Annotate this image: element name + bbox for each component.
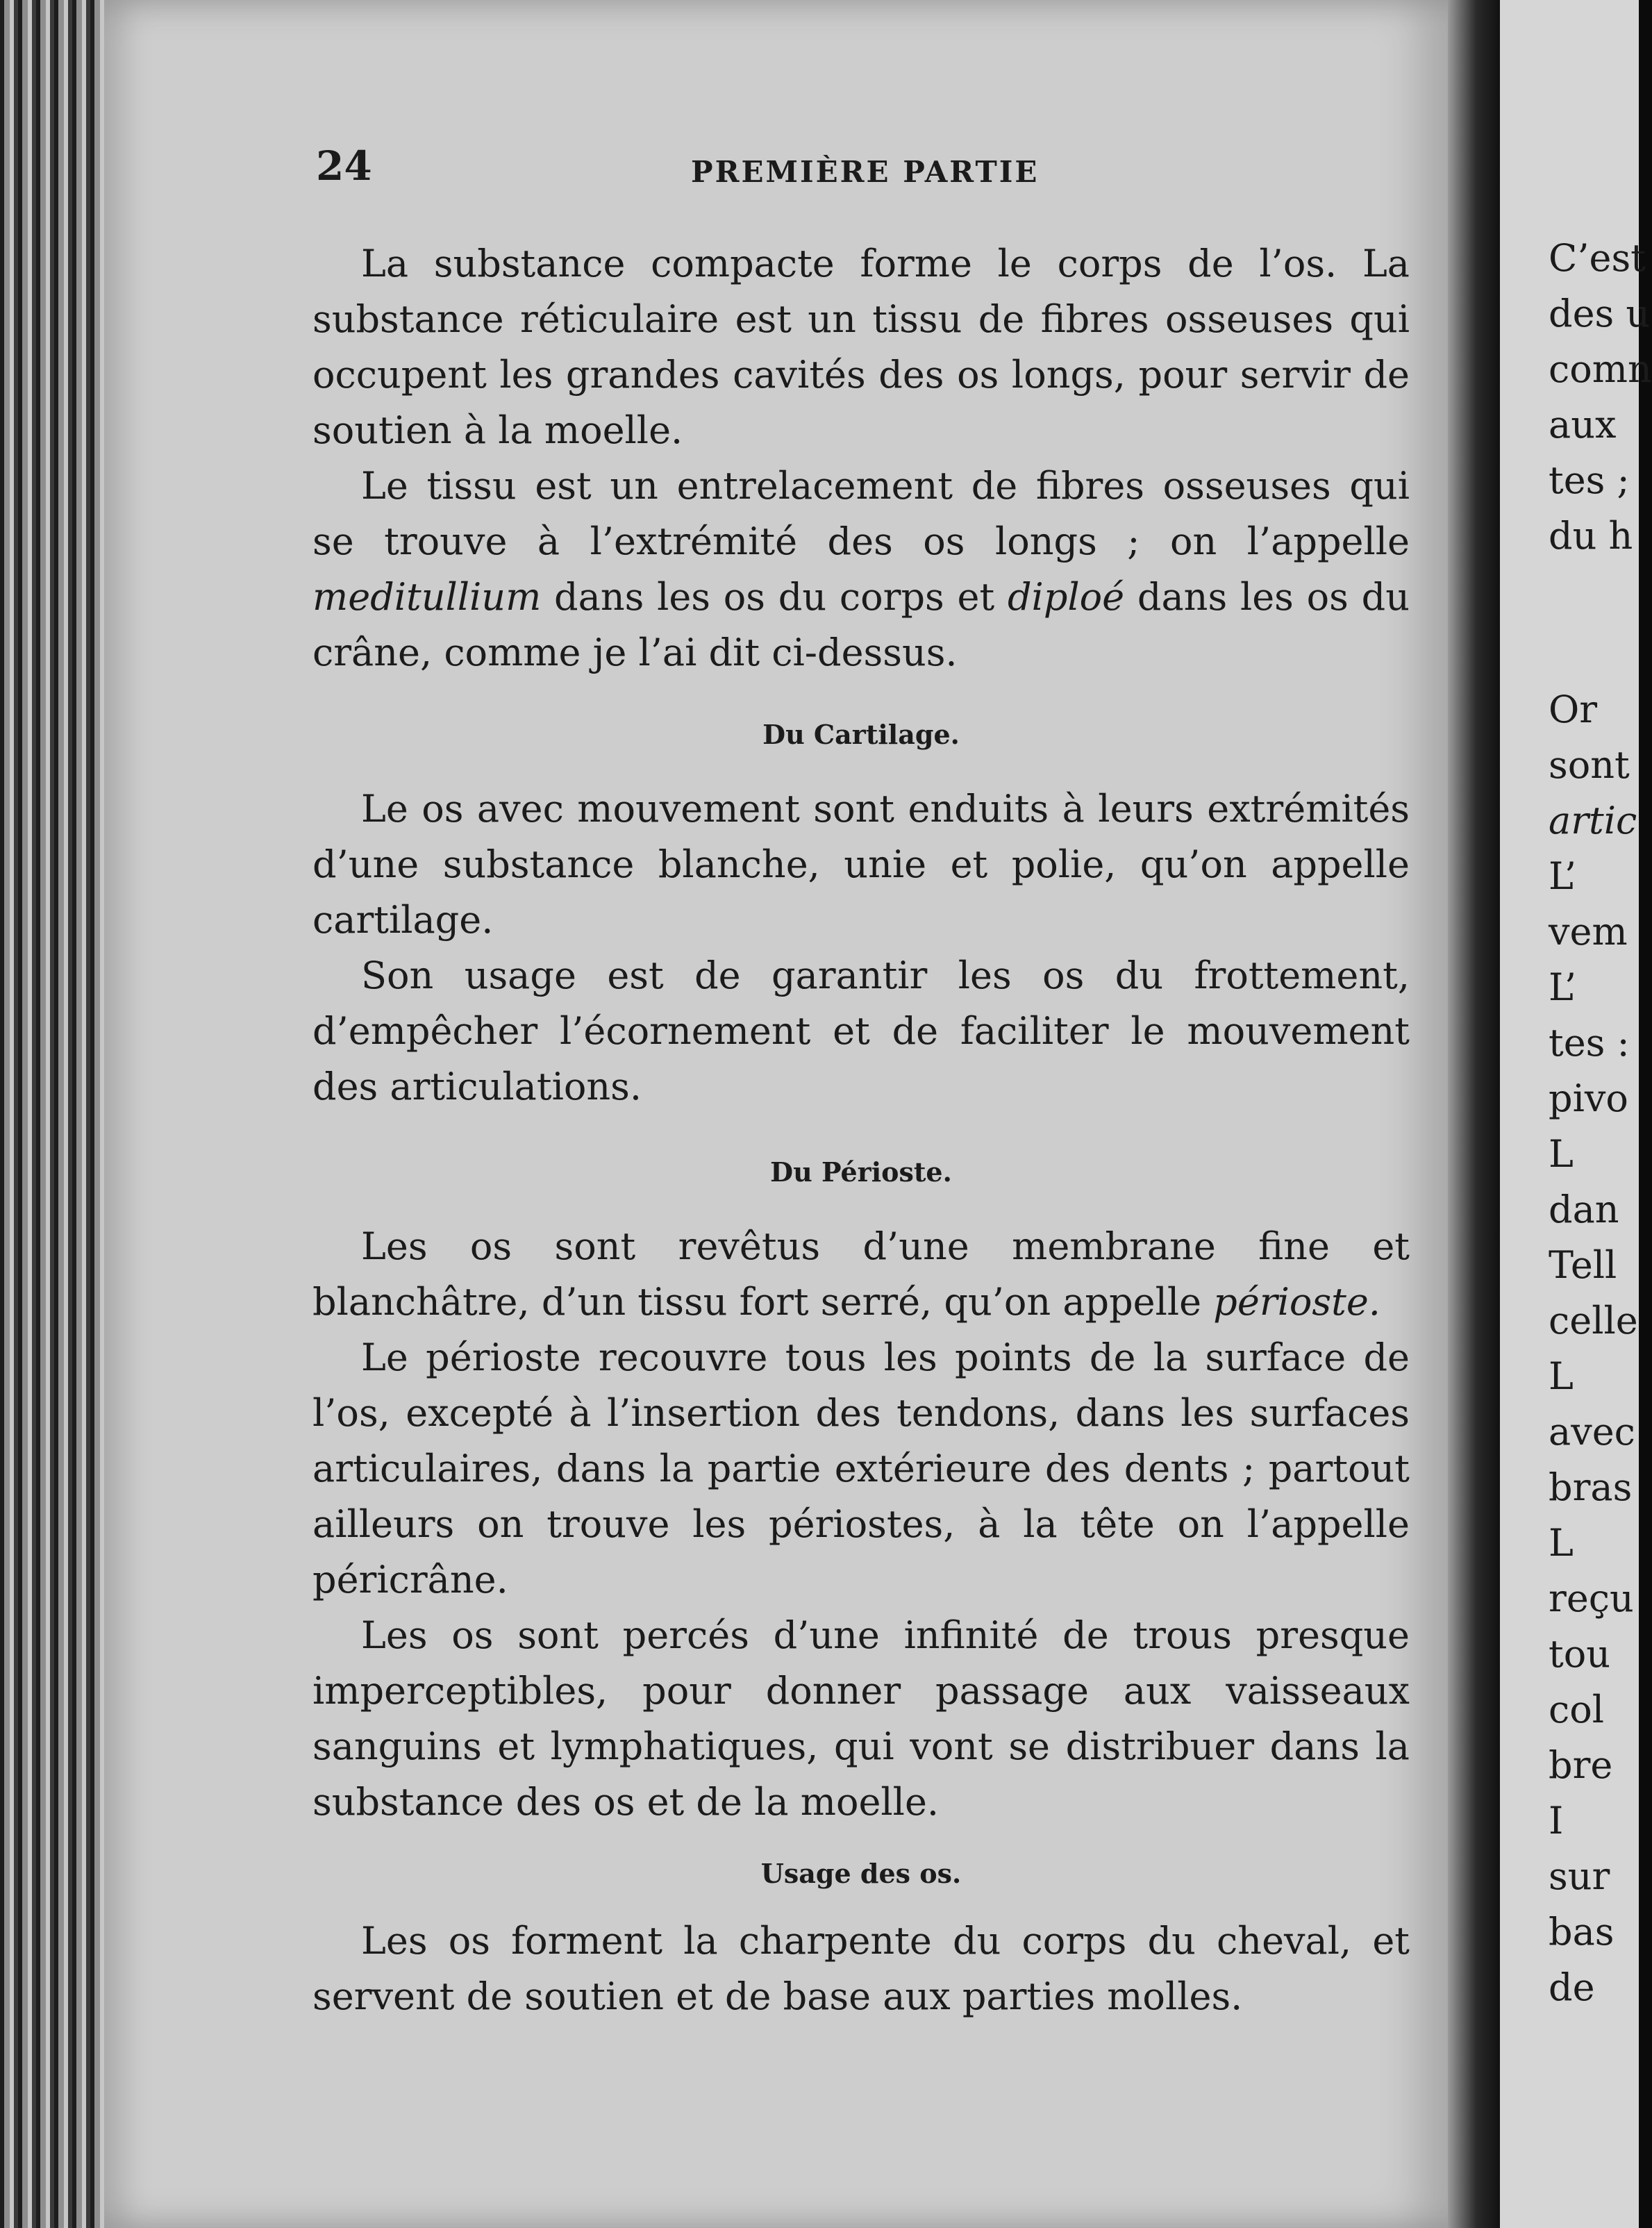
- paragraph-perioste-def: [312, 1219, 1410, 1330]
- right-page-fragment: C’est: [1549, 236, 1646, 280]
- right-page-fragment: dan: [1549, 1188, 1619, 1231]
- right-page-fragment: tes :: [1549, 1021, 1630, 1065]
- paragraph-text: Le périoste recouvre tous les points de la surface de l’os, excepté à l’insertion des tendons, dans les surfaces articulaires, dans la partie extérieure des dents ; partout ailleurs on trouve les périostes, à la tête on l’appelle péricrâne.: [312, 1336, 1410, 1602]
- paragraph-usage-os: [312, 1913, 1410, 2025]
- paragraph-cartilage: [312, 781, 1410, 948]
- paragraph-text-part: Le tissu est un entrelacement de fibres osseuses qui se trouve à l’extrémité des os longs ; on l’appelle: [312, 464, 1410, 563]
- right-page-fragment: vem: [1549, 910, 1628, 954]
- right-page-fragment: artic: [1549, 799, 1637, 842]
- right-page-fragment: L’: [1549, 965, 1577, 1009]
- running-head: [316, 142, 1413, 198]
- paragraph-text: La substance compacte forme le corps de l’os. La substance réticulaire est un tissu de fibres osseuses qui occupent les grandes cavités des os longs, pour servir de soutien à la moelle.: [312, 242, 1410, 452]
- right-page-fragment: L: [1549, 1521, 1574, 1565]
- paragraph-tissu: [312, 458, 1410, 681]
- right-page-fragment: bas: [1549, 1910, 1615, 1954]
- paragraph-text: Les os sont percés d’une infinité de trous presque imperceptibles, pour donner passage aux vaisseaux sanguins et lymphatiques, qui vont se distribuer dans la substance des os et de la moelle.: [312, 1613, 1410, 1824]
- right-page-fragment: tes ;: [1549, 458, 1630, 502]
- right-page-fragment: avec: [1549, 1410, 1635, 1454]
- paragraph-text-part: dans les os du crâne, comme je l’ai dit ci-dessus.: [312, 575, 1410, 674]
- right-page-fragment: sont: [1549, 743, 1630, 787]
- running-title: PREMIÈRE PARTIE: [691, 155, 1040, 189]
- right-page-fragment: pivo: [1549, 1076, 1628, 1120]
- paragraph-trous: [312, 1608, 1410, 1830]
- paragraph-text: Son usage est de garantir les os du frottement, d’empêcher l’écornement et de faciliter le mouvement des articulations.: [312, 954, 1410, 1108]
- right-page-fragment: Tell: [1549, 1243, 1617, 1287]
- right-page-fragment: bras: [1549, 1465, 1633, 1509]
- heading-cartilage-block: [312, 719, 1410, 750]
- paragraph-usage-cartilage: [312, 948, 1410, 1115]
- right-page-fragment: sur: [1549, 1854, 1610, 1898]
- term-perioste: périoste.: [1213, 1280, 1380, 1324]
- paragraph-substance-compacte: [312, 236, 1410, 458]
- paragraph-text: Les os forment la charpente du corps du cheval, et servent de soutien et de base aux parties molles.: [312, 1919, 1410, 2018]
- right-page-fragment: Or: [1549, 688, 1598, 731]
- right-page-fragment: col: [1549, 1688, 1605, 1731]
- right-page-fragment: bre: [1549, 1743, 1613, 1787]
- right-page-fragment: comn: [1549, 347, 1652, 391]
- term-meditullium: meditullium: [312, 575, 542, 619]
- right-page-fragment: reçu: [1549, 1577, 1634, 1620]
- right-page: [1500, 0, 1652, 2228]
- right-page-fragment: de: [1549, 1965, 1595, 2009]
- page-number: 24: [316, 142, 372, 190]
- right-page-fragment: L’: [1549, 854, 1577, 898]
- paragraph-text: Le os avec mouvement sont enduits à leurs extrémités d’une substance blanche, unie et polie, qu’on appelle cartilage.: [312, 787, 1410, 942]
- right-page-fragment: tou: [1549, 1632, 1610, 1676]
- heading-perioste-block: [312, 1156, 1410, 1188]
- paragraph-text-part: Les os sont revêtus d’une membrane fine et blanchâtre, d’un tissu fort serré, qu’on appelle: [312, 1224, 1410, 1324]
- right-page-fragment: L: [1549, 1132, 1574, 1176]
- right-page-fragment: aux: [1549, 403, 1617, 447]
- heading-usage-block: [312, 1858, 1410, 1889]
- right-page-fragment: I: [1549, 1799, 1564, 1843]
- right-page-fragment: celle: [1549, 1299, 1638, 1342]
- section-heading-usage: Usage des os.: [760, 1858, 962, 1889]
- right-page-fragment: du h: [1549, 514, 1633, 558]
- paragraph-text-part: dans les os du corps et: [541, 575, 1008, 619]
- right-page-fragment: L: [1549, 1354, 1574, 1398]
- section-heading-perioste: Du Périoste.: [770, 1156, 952, 1188]
- book-gutter: [1448, 0, 1500, 2228]
- section-heading-cartilage: Du Cartilage.: [762, 719, 960, 750]
- right-page-fragment: des u: [1549, 292, 1651, 335]
- paragraph-perioste-recouvre: [312, 1330, 1410, 1608]
- term-diploe: diploé: [1007, 575, 1125, 619]
- right-page-fragments: [1500, 0, 1652, 2228]
